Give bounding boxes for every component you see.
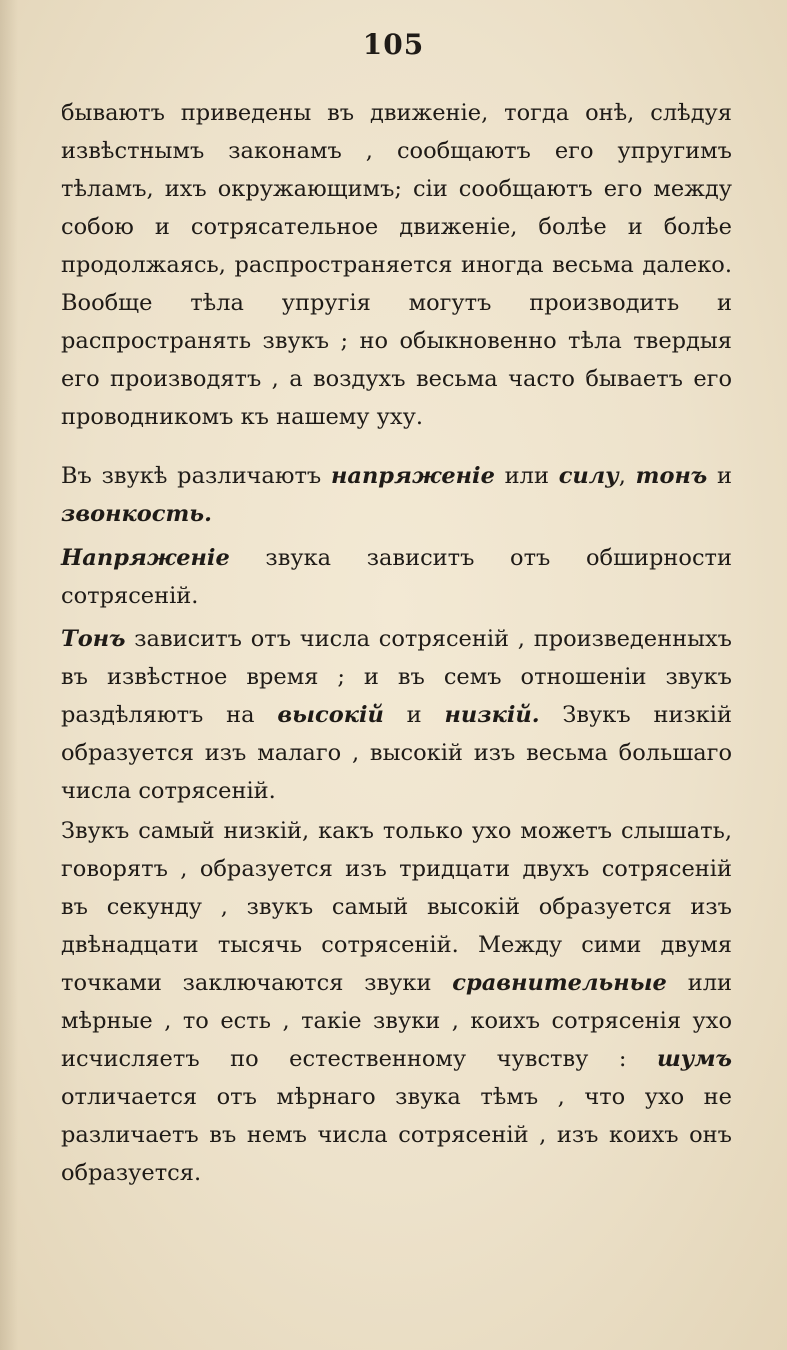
text-run: зависитъ отъ числа сотрясенiй , произведенныхъ въ извѣстное время ; и въ семъ отношенiи звукъ раздѣляютъ на (61, 626, 732, 728)
paragraph-tone (61, 620, 732, 810)
text-run: Въ звукѣ различаютъ (61, 463, 331, 489)
emphasized-term: шумъ (656, 1046, 732, 1072)
paragraph-sound-propagation (61, 94, 732, 436)
text-run: , (618, 463, 636, 489)
text-run: и (383, 702, 445, 728)
text-run: звука зависитъ отъ обширности сотрясенiй. (61, 545, 732, 609)
emphasized-term: низкiй. (444, 702, 540, 728)
paragraph-intensity (61, 539, 732, 615)
emphasized-term: высокiй (277, 702, 384, 728)
emphasized-term: силу (558, 463, 619, 489)
text-run: бываютъ приведены въ движенiе, тогда онѣ, слѣдуя извѣстнымъ законамъ , сообщаютъ его упругимъ тѣламъ, ихъ окружающимъ; сiи сообщаютъ его между собою и сотрясательное движенiе, болѣе и болѣе продолжаясь, распространяется иногда весьма далеко. Вообще тѣла упругiя могутъ производить и распространять звукъ ; но обыкновенно тѣла твердыя его производятъ , а воздухъ весьма часто бываетъ его проводникомъ къ нашему уху. (61, 100, 732, 430)
text-run: или (494, 463, 559, 489)
text-run: и (707, 463, 732, 489)
page-edge-shadow (0, 0, 18, 1350)
text-run: Звукъ самый низкiй, какъ только ухо можетъ слышать, говорятъ , образуется изъ тридцати двухъ сотрясенiй въ секунду , звукъ самый высокiй образуется изъ двѣнадцати тысячь сотрясенiй. Между сими двумя точками заключаются звуки (61, 818, 732, 996)
emphasized-term: Тонъ (61, 626, 126, 652)
emphasized-term: сравнительные (452, 970, 667, 996)
page-number: 105 (362, 28, 425, 61)
paragraph-pitch-range (61, 812, 732, 1192)
emphasized-term: звонкость. (61, 501, 212, 527)
emphasized-term: тонъ (635, 463, 708, 489)
text-run: или мѣрные , то есть , такiе звуки , коихъ сотрясенiя ухо исчисляетъ по естественному чувству : (61, 970, 732, 1072)
paragraph-sound-properties (61, 457, 732, 533)
text-run: отличается отъ мѣрнаго звука тѣмъ , что ухо не различаетъ въ немъ числа сотрясенiй , изъ коихъ онъ образуется. (61, 1084, 732, 1186)
text-run: Звукъ низкiй образуется изъ малаго , высокiй изъ весьма большаго числа сотрясенiй. (61, 702, 732, 804)
emphasized-term: Напряженiе (61, 545, 230, 571)
emphasized-term: напряженiе (330, 463, 495, 489)
